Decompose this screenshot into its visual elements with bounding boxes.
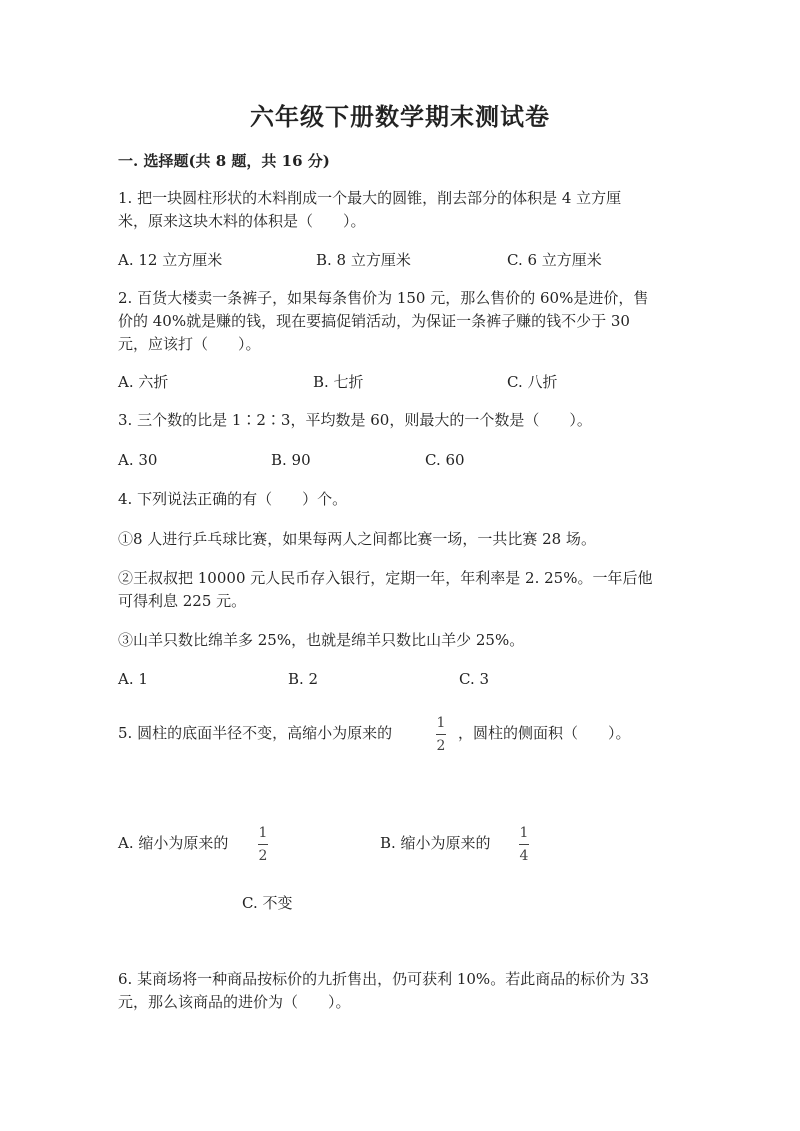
fraction-denominator: 4 (519, 848, 529, 864)
question-5-option-a: A. 缩小为原来的 (118, 834, 229, 852)
fraction-bar (436, 734, 446, 735)
question-5-fraction (436, 715, 446, 754)
question-5-stem-end: ，圆柱的侧面积（ ）。 (458, 724, 631, 742)
question-3-option-b: B. 90 (271, 451, 311, 469)
question-4-option-b: B. 2 (288, 670, 319, 688)
fraction-denominator: 2 (258, 848, 268, 864)
question-5-option-b-fraction (519, 825, 529, 864)
question-3-line-1: 3. 三个数的比是 1∶2∶3，平均数是 60，则最大的一个数是（ ）。 (118, 411, 592, 429)
question-5-option-c: C. 不变 (242, 894, 293, 912)
question-5-option-a-fraction (258, 825, 268, 864)
question-4-option-c: C. 3 (459, 670, 490, 688)
question-5-stem: 5. 圆柱的底面半径不变，高缩小为原来的 (118, 724, 393, 742)
question-6-line-1: 6. 某商场将一种商品按标价的九折售出，仍可获利 10%。若此商品的标价为 33 (118, 970, 650, 988)
question-4-statement-3: ③山羊只数比绵羊多 25%，也就是绵羊只数比山羊少 25%。 (118, 631, 525, 649)
section-heading: 一. 选择题(共 8 题，共 16 分) (118, 152, 330, 170)
question-1-option-a: A. 12 立方厘米 (118, 251, 223, 269)
question-2-option-a: A. 六折 (118, 373, 169, 391)
fraction-bar (258, 844, 268, 845)
question-4-statement-2-line-1: ②王叔叔把 10000 元人民币存入银行，定期一年，年利率是 2. 25%。一年后他 (118, 569, 653, 587)
question-4-statement-1: ①8 人进行乒乓球比赛，如果每两人之间都比赛一场，一共比赛 28 场。 (118, 530, 596, 548)
question-2-line-2: 价的 40%就是赚的钱，现在要搞促销活动，为保证一条裤子赚的钱不少于 30 (118, 312, 630, 330)
question-4-statement-2-line-2: 可得利息 225 元。 (118, 592, 247, 610)
question-2-line-1: 2. 百货大楼卖一条裤子，如果每条售价为 150 元，那么售价的 60%是进价，售 (118, 289, 649, 307)
page-title: 六年级下册数学期末测试卷 (250, 102, 550, 131)
question-4-line-1: 4. 下列说法正确的有（ ）个。 (118, 490, 348, 508)
question-2-option-b: B. 七折 (313, 373, 364, 391)
fraction-bar (519, 844, 529, 845)
fraction-denominator: 2 (436, 738, 446, 754)
fraction-numerator: 1 (519, 825, 529, 841)
fraction-numerator: 1 (436, 715, 446, 731)
question-5-option-b: B. 缩小为原来的 (380, 834, 491, 852)
question-2-option-c: C. 八折 (507, 373, 558, 391)
question-1-option-b: B. 8 立方厘米 (316, 251, 411, 269)
question-1-line-1: 1. 把一块圆柱形状的木料削成一个最大的圆锥，削去部分的体积是 4 立方厘 (118, 189, 622, 207)
question-3-option-c: C. 60 (425, 451, 465, 469)
question-1-line-2: 米，原来这块木料的体积是（ ）。 (118, 212, 366, 230)
question-3-option-a: A. 30 (118, 451, 158, 469)
question-1-option-c: C. 6 立方厘米 (507, 251, 602, 269)
question-6-line-2: 元，那么该商品的进价为（ ）。 (118, 993, 351, 1011)
question-2-line-3: 元，应该打（ ）。 (118, 335, 261, 353)
question-4-option-a: A. 1 (118, 670, 148, 688)
fraction-numerator: 1 (258, 825, 268, 841)
